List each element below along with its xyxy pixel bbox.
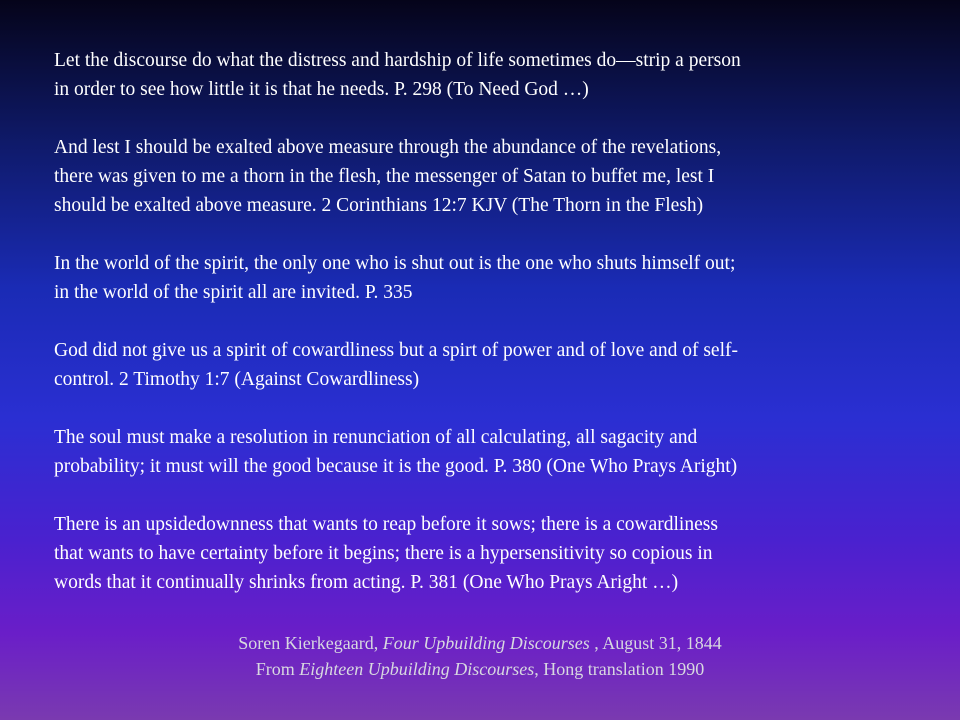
- quote-paragraph: There is an upsidedownness that wants to reap before it sows; there is a cowardliness that wants to have certainty before it begins; there is a hypersensitivity so copious in words that it continually shrinks from acting. P. 381 (One Who Prays Aright …): [54, 514, 718, 593]
- credit-from: From: [255, 659, 300, 679]
- quote-paragraph: In the world of the spirit, the only one who is shut out is the one who shuts himself out; in the world of the spirit all are invited. P. 335: [54, 253, 736, 303]
- credit-date: , August 31, 1844: [589, 633, 722, 653]
- credit-book-title: Four Upbuilding Discourses: [382, 633, 590, 653]
- quote-paragraph: And lest I should be exalted above measure through the abundance of the revelations, there was given to me a thorn in the flesh, the messenger of Satan to buffet me, lest I should be exalted above measure. 2 Corinthians 12:7 KJV (The Thorn in the Flesh): [54, 137, 722, 216]
- credit-collection-title: Eighteen Upbuilding Discourses: [299, 659, 535, 679]
- credit-author: Soren Kierkegaard,: [238, 633, 383, 653]
- quotes-block: [54, 46, 914, 626]
- quote-paragraph: Let the discourse do what the distress and hardship of life sometimes do—strip a person in order to see how little it is that he needs. P. 298 (To Need God …): [54, 50, 741, 100]
- credit-line-1: [0, 630, 960, 656]
- credit-line-2: [0, 656, 960, 682]
- source-credits: [0, 630, 960, 682]
- quote-paragraph: The soul must make a resolution in renunciation of all calculating, all sagacity and probability; it must will the good because it is the good. P. 380 (One Who Prays Aright): [54, 427, 738, 477]
- quote-paragraph: God did not give us a spirit of cowardliness but a spirt of power and of love and of self- control. 2 Timothy 1:7 (Against Cowardliness): [54, 340, 738, 390]
- credit-translation: , Hong translation 1990: [534, 659, 705, 679]
